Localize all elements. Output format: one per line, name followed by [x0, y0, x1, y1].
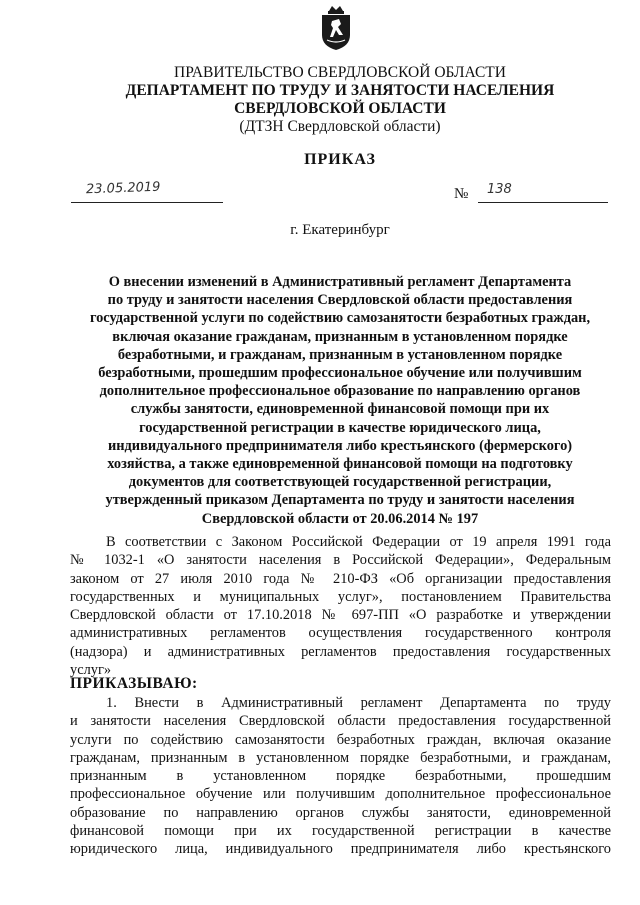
item-line: образование по направлению органов службы занятости, единовременной [70, 804, 611, 821]
header-abbreviation: (ДТЗН Свердловской области) [239, 118, 441, 135]
order-date: 23.05.2019 [85, 179, 161, 198]
subject-line: по труду и занятости населения Свердловской области предоставления [107, 292, 573, 309]
order-number: 138 [487, 182, 512, 197]
item-line: и занятости населения Свердловской области предоставления государственной [70, 713, 611, 730]
item-line: признанным в установленном порядке безработными, прошедшим [70, 768, 611, 785]
preamble-line: (надзора) и административных регламентов предоставления государственных [70, 643, 611, 660]
item-line: 1. Внести в Административный регламент Департамента по труду [106, 695, 611, 711]
subject-line: безработными, прошедшим профессиональное обучение или получившим [98, 365, 582, 382]
number-underline [478, 202, 608, 203]
subject-line: утвержденный приказом Департамента по труду и занятости населения [105, 492, 575, 509]
item-line: профессиональное обучение или получившим дополнительное профессиональное [70, 786, 611, 803]
subject-line: включая оказание гражданам, признанным в установленном порядке [112, 328, 568, 345]
preamble-line: государственных и муниципальных услуг», постановлением Правительства [70, 588, 611, 605]
coat-of-arms-icon [319, 5, 353, 51]
order-heading: ПРИКАЗЫВАЮ: [70, 675, 198, 692]
subject-line: дополнительное профессиональное образование по направлению органов [99, 383, 581, 400]
subject-line: индивидуального предпринимателя либо крестьянского (фермерского) [107, 437, 573, 454]
header-government: ПРАВИТЕЛЬСТВО СВЕРДЛОВСКОЙ ОБЛАСТИ [174, 64, 506, 81]
preamble-line: № 1032-1 «О занятости населения в Российской Федерации», Федеральным [70, 552, 611, 569]
item-line: гражданам, признанным в установленном порядке безработными, и гражданам, [70, 749, 611, 766]
preamble-line: услуг» [70, 662, 112, 679]
preamble-line: В соответствии с Законом Российской Федерации от 19 апреля 1991 года [106, 534, 611, 550]
order-subject [70, 273, 610, 528]
subject-line: хозяйства, а также единовременной финансовой помощи на подготовку [107, 456, 573, 473]
item-line: юридического лица, индивидуального предпринимателя либо крестьянского [70, 841, 611, 858]
item-line: услуги по содействию самозанятости безработных граждан, включая оказание [70, 731, 611, 748]
header-region: СВЕРДЛОВСКОЙ ОБЛАСТИ [234, 100, 446, 117]
date-underline [71, 202, 223, 203]
subject-line: безработными, и гражданам, признанным в установленном порядке [117, 346, 563, 363]
document-title: ПРИКАЗ [304, 151, 376, 168]
preamble-line: административных регламентов осуществления государственного контроля [70, 625, 611, 642]
subject-line: государственной регистрации в качестве юридического лица, [139, 419, 541, 436]
subject-line: документов для соответствующей государственной регистрации, [128, 474, 552, 491]
preamble-line: законом от 27 июля 2010 года № 210-ФЗ «Об организации предоставления [70, 570, 611, 587]
subject-line: О внесении изменений в Административный регламент Департамента [108, 274, 572, 290]
subject-line: службы занятости, единовременной финансовой помощи при их [130, 401, 550, 418]
header-department: ДЕПАРТАМЕНТ ПО ТРУДУ И ЗАНЯТОСТИ НАСЕЛЕНИЯ [125, 82, 555, 99]
item-1-paragraph [70, 694, 611, 859]
city: г. Екатеринбург [290, 222, 390, 238]
subject-line: государственной услуги по содействию самозанятости безработных граждан, [89, 310, 591, 327]
subject-line: Свердловской области от 20.06.2014 № 197 [201, 510, 479, 527]
number-label: № [454, 186, 469, 202]
preamble-line: Свердловской области от 17.10.2018 № 697-ПП «О разработке и утверждении [70, 607, 611, 624]
item-line: финансовой помощи при их государственной регистрации в качестве [70, 823, 611, 840]
preamble-paragraph [70, 533, 611, 679]
